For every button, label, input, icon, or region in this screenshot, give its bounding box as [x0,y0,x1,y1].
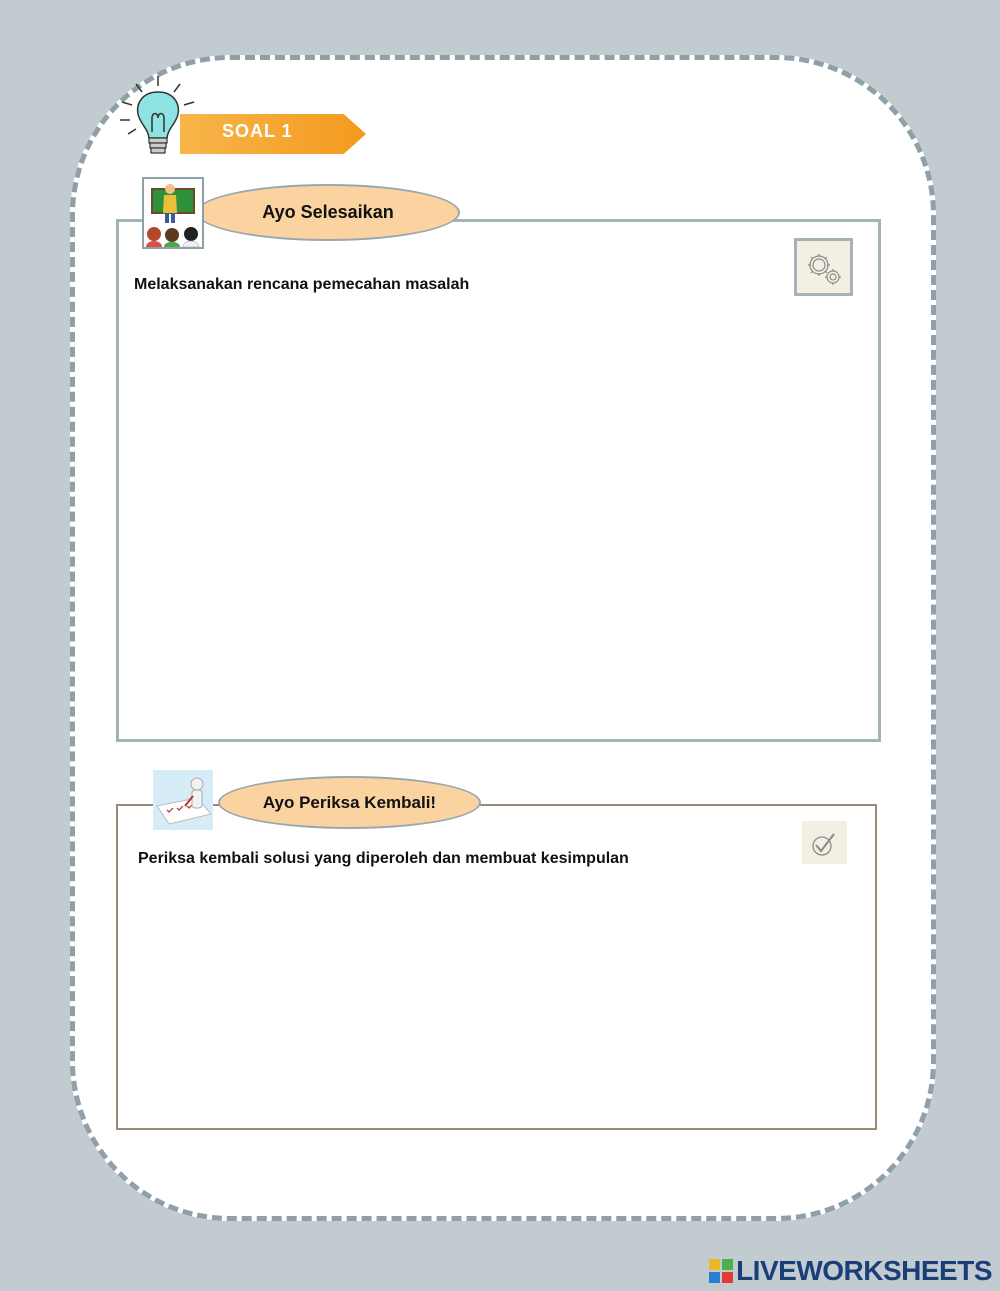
brand-name: LIVEWORKSHEETS [736,1255,992,1286]
solve-section-title: Ayo Selesaikan [196,184,460,241]
checkmark-icon-box [802,821,847,864]
soal-label: SOAL 1 [222,121,293,141]
checkmark-icon [802,821,847,864]
solve-answer-area[interactable] [116,219,881,742]
solve-instruction: Melaksanakan rencana pemecahan masalah [134,276,470,293]
gears-icon [797,241,850,293]
check-instruction: Periksa kembali solusi yang diperoleh dan membuat kesimpulan [138,850,629,867]
liveworksheets-logo-icon [709,1259,733,1283]
liveworksheets-brand[interactable] [709,1255,992,1287]
check-section-title: Ayo Periksa Kembali! [218,776,481,829]
checklist-illustration [153,770,213,830]
gear-icon-box [794,238,853,296]
teacher-class-illustration [142,177,204,249]
